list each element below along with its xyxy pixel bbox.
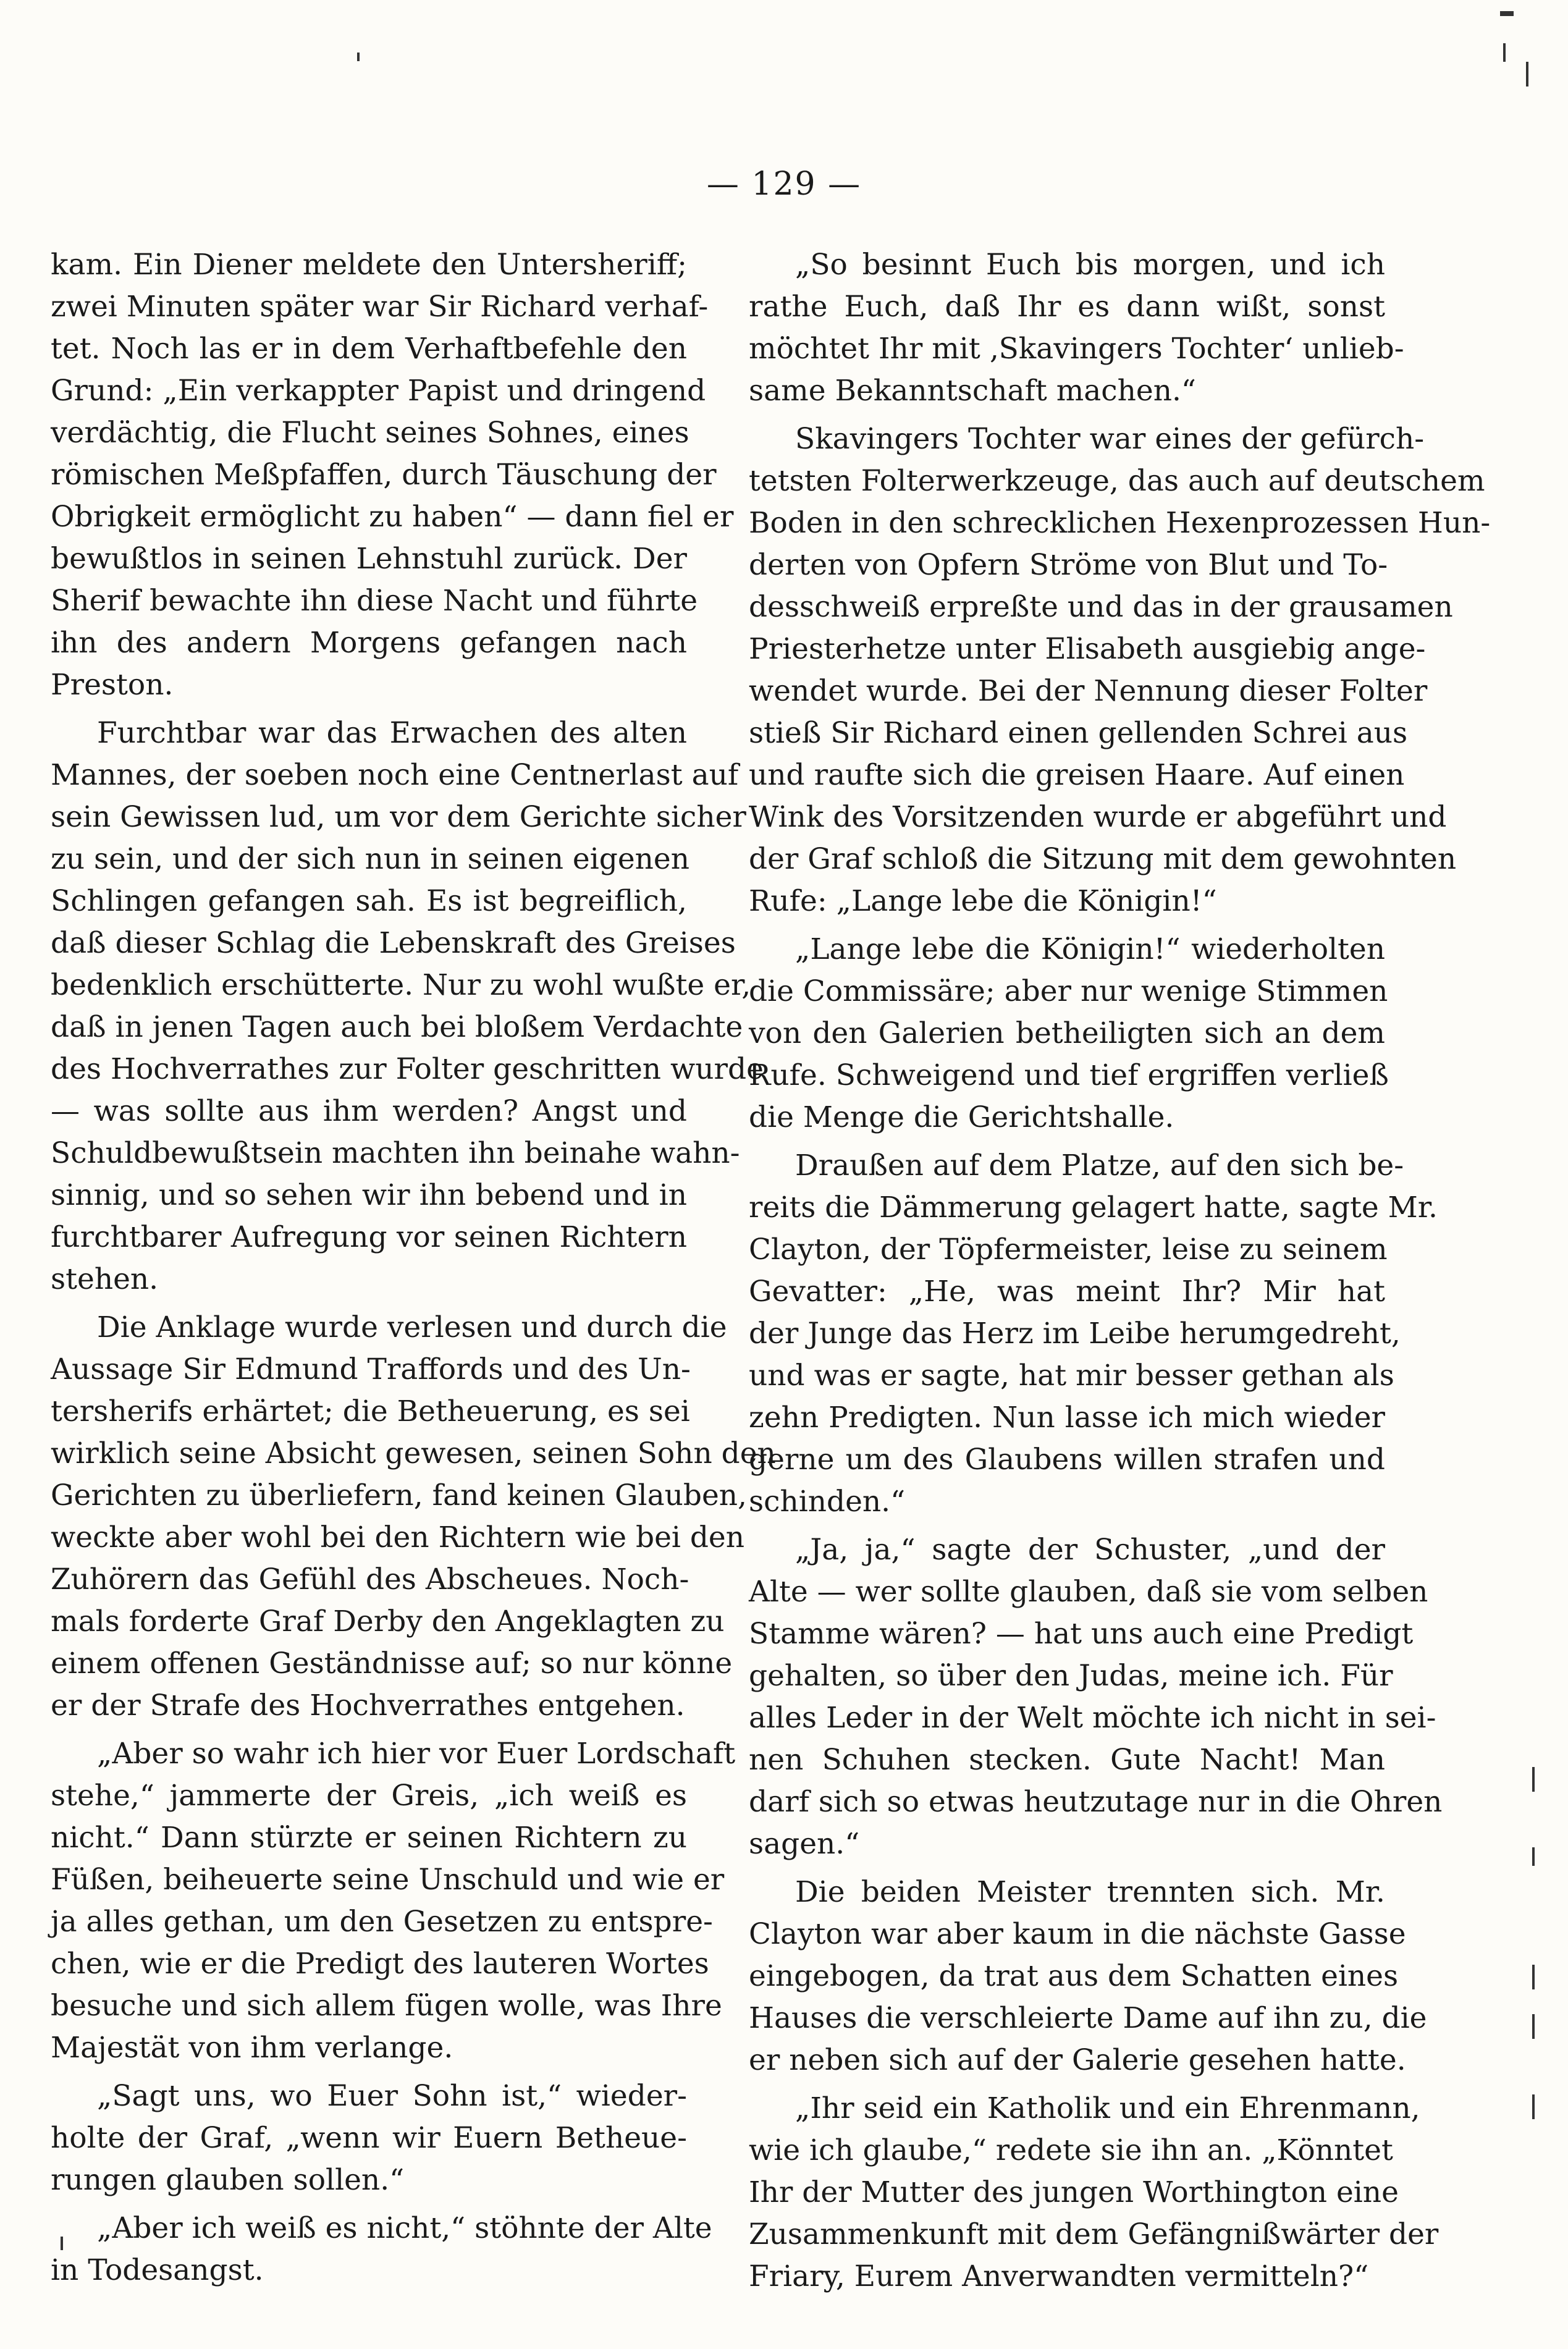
text-line: der Junge das Herz im Leibe herumgedreht, bbox=[749, 1317, 1401, 1351]
text-line: stehe,“ jammerte der Greis, „ich weiß es bbox=[51, 1779, 687, 1813]
text-line: Rufe: „Lange lebe die Königin!“ bbox=[749, 884, 1217, 918]
text-line: chen, wie er die Predigt des lauteren Wortes bbox=[51, 1947, 709, 1981]
text-line: Friary, Eurem Anverwandten vermitteln?“ bbox=[749, 2259, 1369, 2293]
text-line: ihn des andern Morgens gefangen nach bbox=[51, 626, 687, 660]
text-line: gerne um des Glaubens willen strafen und bbox=[749, 1443, 1385, 1477]
text-line: verdächtig, die Flucht seines Sohnes, eines bbox=[51, 416, 689, 450]
text-line: nen Schuhen stecken. Gute Nacht! Man bbox=[749, 1743, 1385, 1777]
text-line: Majestät von ihm verlange. bbox=[51, 2031, 453, 2065]
text-line: weckte aber wohl bei den Richtern wie bei den bbox=[51, 1520, 745, 1554]
text-line: einem offenen Geständnisse auf; so nur könne bbox=[51, 1647, 733, 1681]
text-line: er neben sich auf der Galerie gesehen hatte. bbox=[749, 2043, 1406, 2077]
paragraph-gap bbox=[51, 2201, 687, 2208]
text-line: Die beiden Meister trennten sich. Mr. bbox=[795, 1875, 1385, 1909]
text-line: zehn Predigten. Nun lasse ich mich wieder bbox=[749, 1401, 1385, 1435]
text-line: in Todesangst. bbox=[51, 2253, 264, 2287]
text-line: Schlingen gefangen sah. Es ist begreiflich, bbox=[51, 884, 687, 918]
text-line: Gevatter: „He, was meint Ihr? Mir hat bbox=[749, 1275, 1385, 1309]
text-line: bedenklich erschütterte. Nur zu wohl wußte er, bbox=[51, 968, 751, 1002]
text-line: „Ihr seid ein Katholik und ein Ehrenmann, bbox=[795, 2091, 1420, 2125]
text-line: Grund: „Ein verkappter Papist und dringend bbox=[51, 374, 706, 408]
text-line: Alte — wer sollte glauben, daß sie vom selben bbox=[749, 1575, 1428, 1609]
paragraph-gap bbox=[51, 706, 687, 712]
text-line: besuche und sich allem fügen wolle, was Ihre bbox=[51, 1989, 722, 2023]
scan-speck bbox=[1532, 2014, 1535, 2039]
scan-speck bbox=[357, 53, 360, 61]
text-line: „Sagt uns, wo Euer Sohn ist,“ wieder- bbox=[97, 2079, 687, 2113]
text-line: tersherifs erhärtet; die Betheuerung, es sei bbox=[51, 1394, 690, 1428]
left-column bbox=[51, 244, 776, 2292]
paragraph-gap bbox=[749, 922, 1385, 929]
paragraph-gap bbox=[749, 1139, 1385, 1145]
text-line: mals forderte Graf Derby den Angeklagten zu bbox=[51, 1605, 725, 1638]
text-line: Füßen, beiheuerte seine Unschuld und wie er bbox=[51, 1863, 725, 1897]
text-line: furchtbarer Aufregung vor seinen Richtern bbox=[51, 1220, 687, 1254]
text-line: rathe Euch, daß Ihr es dann wißt, sonst bbox=[749, 290, 1385, 324]
text-line: stehen. bbox=[51, 1262, 159, 1296]
text-line: Die Anklage wurde verlesen und durch die bbox=[97, 1310, 727, 1344]
scan-speck bbox=[61, 2237, 63, 2250]
text-line: er der Strafe des Hochverrathes entgehen. bbox=[51, 1689, 685, 1723]
scan-speck bbox=[1532, 2094, 1535, 2119]
text-line: „Aber so wahr ich hier vor Euer Lordschaft bbox=[97, 1737, 736, 1771]
text-line: Zuhörern das Gefühl des Abscheues. Noch- bbox=[51, 1562, 689, 1596]
text-line: „So besinnt Euch bis morgen, und ich bbox=[795, 248, 1385, 282]
text-line: eingebogen, da trat aus dem Schatten eines bbox=[749, 1959, 1399, 1993]
text-line: derten von Opfern Ströme von Blut und To- bbox=[749, 548, 1388, 582]
text-line: möchtet Ihr mit ‚Skavingers Tochter‘ unlieb- bbox=[749, 332, 1404, 366]
text-line: Clayton war aber kaum in die nächste Gasse bbox=[749, 1917, 1406, 1951]
text-line: rungen glauben sollen.“ bbox=[51, 2163, 405, 2197]
text-line: Rufe. Schweigend und tief ergriffen verließ bbox=[749, 1058, 1389, 1092]
scan-speck bbox=[1500, 11, 1514, 16]
paragraph-gap bbox=[51, 1301, 687, 1307]
text-line: stieß Sir Richard einen gellenden Schrei aus bbox=[749, 716, 1408, 750]
text-line: Aussage Sir Edmund Traffords und des Un- bbox=[51, 1352, 691, 1386]
text-line: wie ich glaube,“ redete sie ihn an. „Könntet bbox=[749, 2133, 1393, 2167]
text-line: Stamme wären? — hat uns auch eine Predigt bbox=[749, 1617, 1414, 1651]
text-line: wirklich seine Absicht gewesen, seinen Sohn den bbox=[51, 1436, 776, 1470]
text-line: der Graf schloß die Sitzung mit dem gewohnten bbox=[749, 842, 1457, 876]
text-line: Zusammenkunft mit dem Gefängnißwärter der bbox=[749, 2217, 1439, 2251]
text-line: tetsten Folterwerkzeuge, das auch auf deutschem bbox=[749, 464, 1485, 498]
text-line: „Ja, ja,“ sagte der Schuster, „und der bbox=[795, 1533, 1385, 1567]
text-line: — was sollte aus ihm werden? Angst und bbox=[51, 1094, 687, 1128]
text-line: Priesterhetze unter Elisabeth ausgiebig ange- bbox=[749, 632, 1426, 666]
page-number: — 129 — bbox=[706, 166, 862, 203]
text-line: daß dieser Schlag die Lebenskraft des Greises bbox=[51, 926, 736, 960]
text-line: tet. Noch las er in dem Verhaftbefehle den bbox=[51, 332, 687, 366]
text-line: Draußen auf dem Platze, auf den sich be- bbox=[795, 1149, 1404, 1183]
text-line: schinden.“ bbox=[749, 1485, 906, 1519]
text-line: die Commissäre; aber nur wenige Stimmen bbox=[749, 974, 1388, 1008]
text-line: Wink des Vorsitzenden wurde er abgeführt und bbox=[749, 800, 1447, 834]
text-line: desschweiß erpreßte und das in der grausamen bbox=[749, 590, 1453, 624]
text-line: Furchtbar war das Erwachen des alten bbox=[97, 716, 687, 750]
text-line: sagen.“ bbox=[749, 1827, 860, 1861]
text-line: „Lange lebe die Königin!“ wiederholten bbox=[795, 932, 1385, 966]
right-column bbox=[749, 244, 1491, 2298]
scan-speck bbox=[1532, 1767, 1535, 1792]
text-line: reits die Dämmerung gelagert hatte, sagte Mr. bbox=[749, 1191, 1438, 1225]
text-line: sinnig, und so sehen wir ihn bebend und in bbox=[51, 1178, 687, 1212]
text-line: zwei Minuten später war Sir Richard verhaf- bbox=[51, 290, 709, 324]
text-line: die Menge die Gerichtshalle. bbox=[749, 1100, 1174, 1134]
scan-speck bbox=[1532, 1847, 1535, 1866]
text-line: und was er sagte, hat mir besser gethan als bbox=[749, 1359, 1394, 1393]
text-line: darf sich so etwas heutzutage nur in die Ohren bbox=[749, 1785, 1443, 1819]
text-line: kam. Ein Diener meldete den Untersheriff; bbox=[51, 248, 687, 282]
text-line: ja alles gethan, um den Gesetzen zu entspre- bbox=[51, 1905, 713, 1939]
text-line: Mannes, der soeben noch eine Centnerlast auf bbox=[51, 758, 739, 792]
paragraph-gap bbox=[749, 2081, 1385, 2088]
text-line: bewußtlos in seinen Lehnstuhl zurück. Der bbox=[51, 542, 687, 576]
text-line: Skavingers Tochter war eines der gefürch- bbox=[795, 422, 1425, 456]
paragraph-gap bbox=[51, 1727, 687, 1733]
text-line: holte der Graf, „wenn wir Euern Betheue- bbox=[51, 2121, 687, 2155]
scan-speck bbox=[1532, 1965, 1535, 1989]
text-line: alles Leder in der Welt möchte ich nicht in sei- bbox=[749, 1701, 1436, 1735]
text-line: römischen Meßpfaffen, durch Täuschung der bbox=[51, 458, 717, 492]
text-line: Preston. bbox=[51, 668, 174, 702]
text-line: zu sein, und der sich nun in seinen eigenen bbox=[51, 842, 689, 876]
text-line: gehalten, so über den Judas, meine ich. Für bbox=[749, 1659, 1393, 1693]
text-line: Gerichten zu überliefern, fand keinen Glauben, bbox=[51, 1478, 747, 1512]
text-line: des Hochverrathes zur Folter geschritten wurde bbox=[51, 1052, 764, 1086]
text-line: von den Galerien betheiligten sich an dem bbox=[749, 1016, 1385, 1050]
text-line: „Aber ich weiß es nicht,“ stöhnte der Alte bbox=[97, 2211, 712, 2245]
paragraph-gap bbox=[749, 1523, 1385, 1529]
text-line: Clayton, der Töpfermeister, leise zu seinem bbox=[749, 1233, 1388, 1267]
text-line: Obrigkeit ermöglicht zu haben“ — dann fiel er bbox=[51, 500, 734, 534]
text-line: Boden in den schrecklichen Hexenprozessen Hun- bbox=[749, 506, 1491, 540]
text-line: Sherif bewachte ihn diese Nacht und führte bbox=[51, 584, 698, 618]
scan-speck bbox=[1503, 43, 1506, 62]
paragraph-gap bbox=[51, 2069, 687, 2075]
text-line: Ihr der Mutter des jungen Worthington eine bbox=[749, 2175, 1399, 2209]
scan-speck bbox=[1526, 62, 1528, 86]
text-line: Hauses die verschleierte Dame auf ihn zu, die bbox=[749, 2001, 1427, 2035]
text-line: nicht.“ Dann stürzte er seinen Richtern zu bbox=[51, 1821, 687, 1855]
paragraph-gap bbox=[749, 412, 1385, 418]
text-line: sein Gewissen lud, um vor dem Gerichte sicher bbox=[51, 800, 746, 834]
text-line: daß in jenen Tagen auch bei bloßem Verdachte bbox=[51, 1010, 743, 1044]
paragraph-gap bbox=[749, 1865, 1385, 1871]
text-line: same Bekanntschaft machen.“ bbox=[749, 374, 1196, 408]
text-line: Schuldbewußtsein machten ihn beinahe wahn- bbox=[51, 1136, 740, 1170]
text-line: wendet wurde. Bei der Nennung dieser Folter bbox=[749, 674, 1428, 708]
text-line: und raufte sich die greisen Haare. Auf einen bbox=[749, 758, 1405, 792]
